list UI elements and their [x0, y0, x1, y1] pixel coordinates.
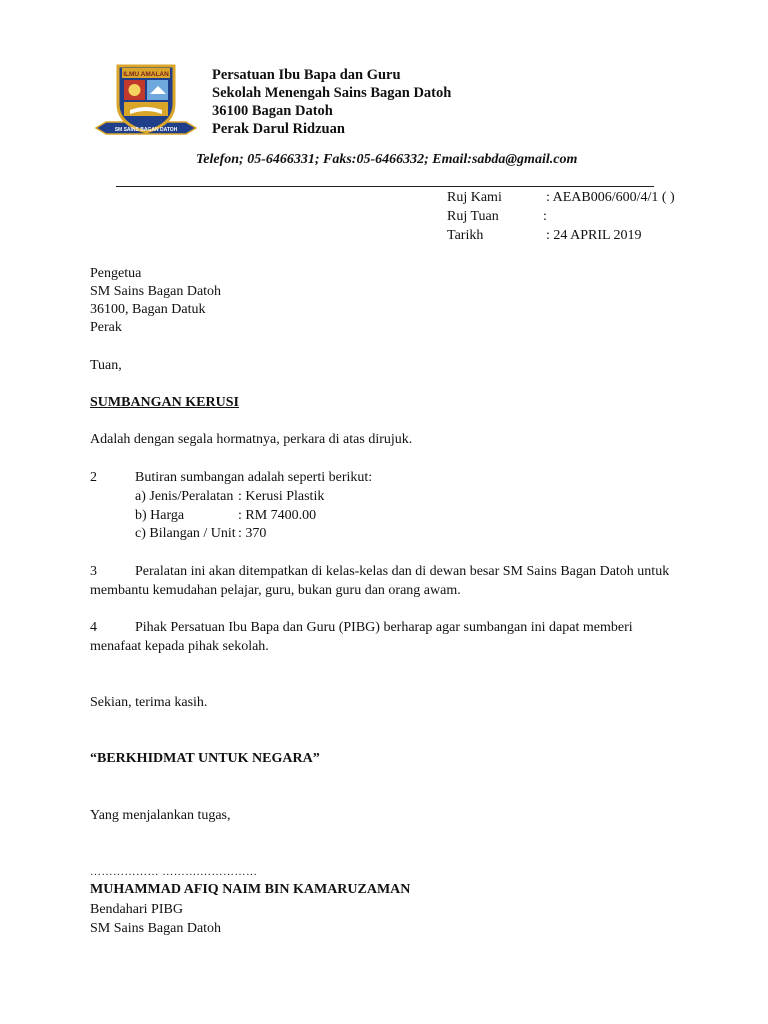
recipient-line-4: Perak	[90, 320, 122, 335]
subject-title: SUMBANGAN KERUSI	[90, 395, 239, 410]
item-a-value: : Kerusi Plastik	[238, 489, 325, 504]
closing-motto: “BERKHIDMAT UNTUK NEGARA”	[90, 751, 320, 766]
tarikh-label: Tarikh	[447, 228, 484, 243]
paragraph-2-text: Butiran sumbangan adalah seperti berikut:	[135, 470, 373, 485]
ruj-tuan-label: Ruj Tuan	[447, 209, 499, 224]
tarikh-value: : 24 APRIL 2019	[546, 228, 642, 243]
item-b-value: : RM 7400.00	[238, 508, 317, 523]
item-c-label: c) Bilangan / Unit	[135, 526, 236, 541]
closing-thanks: Sekian, terima kasih.	[90, 695, 208, 710]
ruj-kami-value: : AEAB006/600/4/1 ( )	[546, 190, 675, 205]
paragraph-1: Adalah dengan segala hormatnya, perkara di atas dirujuk.	[90, 432, 413, 447]
paragraph-4-line-1: Pihak Persatuan Ibu Bapa dan Guru (PIBG) berharap agar sumbangan ini dapat memberi	[135, 620, 633, 635]
recipient-line-1: Pengetua	[90, 266, 142, 281]
school-state: Perak Darul Ridzuan	[212, 121, 345, 137]
item-b-label: b) Harga	[135, 508, 185, 523]
school-logo	[90, 58, 202, 150]
paragraph-2-number: 2	[90, 470, 97, 485]
header-divider	[116, 186, 654, 187]
paragraph-3-number: 3	[90, 564, 97, 579]
recipient-line-3: 36100, Bagan Datuk	[90, 302, 206, 317]
paragraph-4-number: 4	[90, 620, 97, 635]
school-name: Sekolah Menengah Sains Bagan Datoh	[212, 85, 452, 101]
signature-line: ……………… ……….……………	[90, 866, 258, 878]
paragraph-3-line-2: membantu kemudahan pelajar, guru, bukan guru dan orang awam.	[90, 583, 461, 598]
school-postcode-town: 36100 Bagan Datoh	[212, 103, 333, 119]
item-c-value: : 370	[238, 526, 267, 541]
signatory-name: MUHAMMAD AFIQ NAIM BIN KAMARUZAMAN	[90, 882, 411, 897]
contact-line: Telefon; 05-6466331; Faks:05-6466332; Email:sabda@gmail.com	[196, 152, 578, 167]
logo-ribbon-text: SM SAINS BAGAN DATOH	[114, 127, 178, 133]
org-name: Persatuan Ibu Bapa dan Guru	[212, 67, 401, 83]
salutation: Tuan,	[90, 358, 122, 373]
signatory-school: SM Sains Bagan Datoh	[90, 921, 222, 936]
closing-yours: Yang menjalankan tugas,	[90, 808, 231, 823]
paragraph-3-line-1: Peralatan ini akan ditempatkan di kelas-kelas dan di dewan besar SM Sains Bagan Datoh untuk	[135, 564, 670, 579]
ruj-kami-label: Ruj Kami	[447, 190, 502, 205]
ruj-tuan-value: :	[543, 209, 547, 224]
recipient-line-2: SM Sains Bagan Datoh	[90, 284, 222, 299]
signatory-title: Bendahari PIBG	[90, 902, 183, 917]
item-a-label: a) Jenis/Peralatan	[135, 489, 234, 504]
paragraph-4-line-2: menafaat kepada pihak sekolah.	[90, 639, 269, 654]
logo-motto: ILMU AMALAN	[123, 71, 169, 78]
